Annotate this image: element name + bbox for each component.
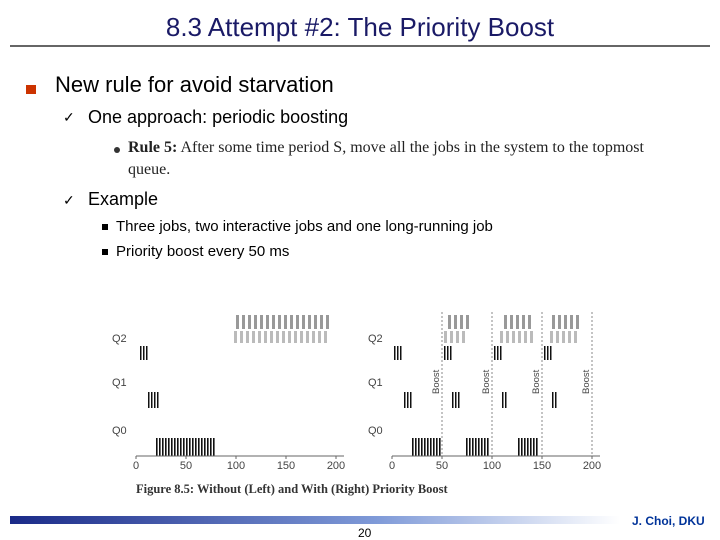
left-queue-label: Q2: [112, 333, 127, 345]
left-panel: [112, 315, 345, 472]
figure-caption: Figure 8.5: Without (Left) and With (Right) Priority Boost: [136, 482, 448, 496]
right-tick-label: 150: [532, 460, 552, 472]
author-label: J. Choi, DKU: [632, 514, 705, 528]
title-divider: [10, 45, 710, 47]
rule-label: Rule 5:: [128, 139, 178, 156]
approach-text: One approach: periodic boosting: [88, 107, 349, 127]
left-queue-label: Q1: [112, 377, 127, 389]
square-bullet-icon: [26, 85, 36, 94]
boost-label: Boost: [481, 369, 492, 394]
sub-item: Priority boost every 50 ms: [102, 243, 289, 260]
slide-title: 8.3 Attempt #2: The Priority Boost: [165, 12, 555, 42]
left-tick-label: 200: [326, 460, 346, 472]
left-queue-label: Q0: [112, 425, 127, 437]
priority-boost-figure: [106, 306, 610, 500]
boost-label: Boost: [581, 369, 592, 394]
left-tick-label: 100: [226, 460, 246, 472]
checkmark-icon: ✓: [63, 109, 75, 125]
left-q2-long-job-top: [236, 315, 329, 329]
right-queue-label: Q1: [368, 377, 383, 389]
right-tick-label: 50: [435, 460, 449, 472]
right-panel: [368, 312, 601, 472]
right-tick-label: 200: [582, 460, 602, 472]
boost-label: Boost: [431, 369, 442, 394]
left-tick-label: 0: [132, 460, 140, 472]
left-q0-job: [156, 438, 215, 456]
right-q2-jobs-top: [448, 315, 579, 329]
left-tick-label: 50: [179, 460, 193, 472]
right-q2-jobs-bottom: [444, 331, 577, 343]
left-q1-job: [148, 392, 159, 408]
left-q2-job: [140, 346, 148, 360]
right-queue-label: Q2: [368, 333, 383, 345]
checkmark-icon: ✓: [63, 192, 75, 208]
right-q2-short-jobs: [394, 346, 552, 360]
rule-5-text: [128, 137, 658, 181]
rule-body: After some time period S, move all the jobs in the system to the topmost queue.: [128, 139, 644, 178]
right-tick-label: 0: [388, 460, 396, 472]
right-tick-label: 100: [482, 460, 502, 472]
main-bullet-text: New rule for avoid starvation: [55, 72, 334, 97]
left-q2-long-job-bottom: [234, 331, 327, 343]
rule-bullet-icon: [114, 147, 120, 153]
small-square-bullet-icon: [102, 224, 108, 230]
right-q0-jobs: [412, 438, 538, 456]
example-text: Example: [88, 189, 159, 209]
left-tick-label: 150: [276, 460, 296, 472]
right-queue-label: Q0: [368, 425, 383, 437]
footer-gradient-bar: [10, 516, 620, 524]
small-square-bullet-icon: [102, 249, 108, 255]
boost-label: Boost: [531, 369, 542, 394]
sub-item: Three jobs, two interactive jobs and one long-running job: [102, 218, 493, 235]
page-number: 20: [358, 526, 372, 540]
